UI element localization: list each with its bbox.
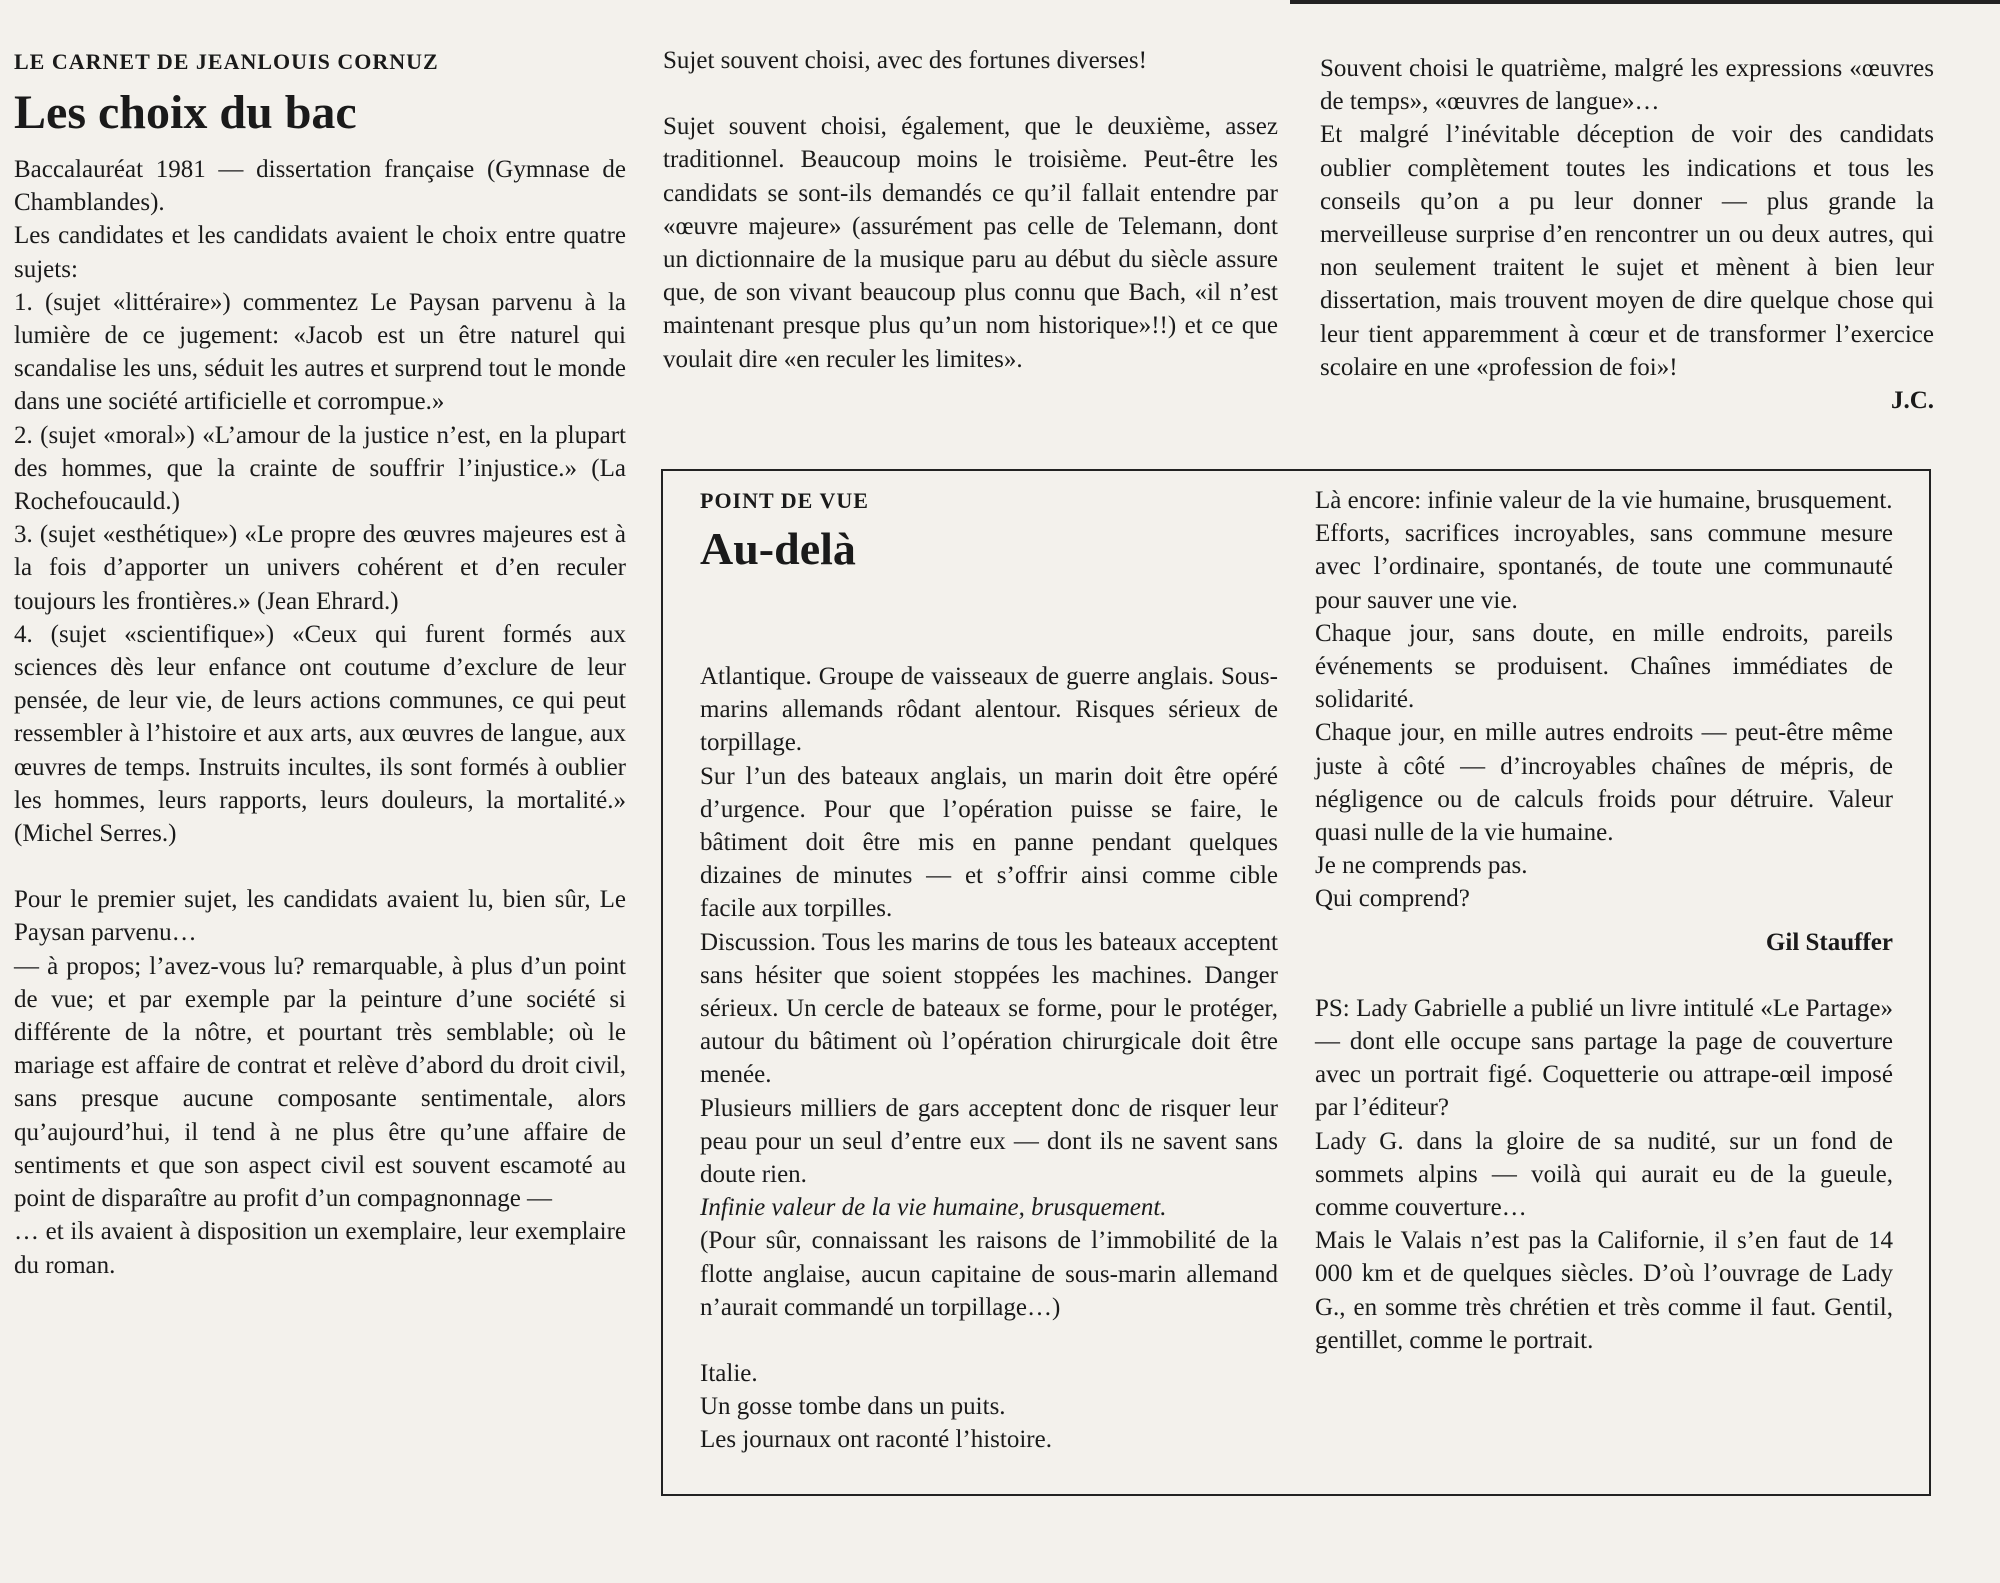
paragraph: PS: Lady Gabrielle a publié un livre intitulé «Le Partage» — dont elle occupe sans partage la page de couverture avec un portrait figé. Coquetterie ou attrape-œil imposé par l’éditeur? <box>1315 994 1893 1122</box>
pdv-title: Au-delà <box>700 523 856 574</box>
paragraph: Les journaux ont raconté l’histoire. <box>700 1426 1052 1454</box>
paragraph: Là encore: infinie valeur de la vie humaine, brusquement. <box>1315 487 1893 514</box>
paragraph: (Pour sûr, connaissant les raisons de l’immobilité de la flotte anglaise, aucun capitaine de sous-marin allemand n’aurait commandé un torpillage…) <box>700 1227 1278 1321</box>
paragraph: Je ne comprends pas. <box>1315 852 1528 880</box>
paragraph: Efforts, sacrifices incroyables, sans commune mesure avec l’ordinaire, spontanés, de toute une communauté pour sauver une vie. <box>1315 520 1893 614</box>
paragraph: Qui comprend? <box>1315 885 1470 913</box>
carnet-title: Les choix du bac <box>14 86 357 139</box>
carnet-signature: J.C. <box>1890 387 1934 415</box>
pdv-signature: Gil Stauffer <box>1765 928 1893 956</box>
paragraph: Et malgré l’inévitable déception de voir des candidats oublier complètement toutes les indications et tous les conseils qu’on a pu leur donner — plus grande la merveilleuse surprise d’en rencontrer un ou deux autres, qui non seulement traitent le sujet et mènent à bien leur dissertation, mais trouvent moyen de dire quelque chose qui leur tient apparemment à cœur et de transformer l’exercice scolaire en une «profession de foi»! <box>1320 121 1934 381</box>
paragraph: Un gosse tombe dans un puits. <box>700 1393 1006 1421</box>
paragraph: 4. (sujet «scientifique») «Ceux qui furent formés aux sciences dès leur enfance ont coutume d’exclure de leur pensée, de leur vie, de leurs actions communes, ce qui peut ressembler à l’histoire et aux arts, aux œuvres de langue, aux œuvres de temps. Instruits incultes, ils sont formés à oublier les hommes, leurs rapports, leurs douleurs, la mortalité.» (Michel Serres.) <box>14 620 626 848</box>
paragraph-italic <box>700 1191 1278 1224</box>
paragraph: 1. (sujet «littéraire») commentez Le Paysan parvenu à la lumière de ce jugement: «Jacob est un être naturel qui scandalise les uns, séduit les autres et surprend tout le monde dans une société artificielle et corrompue.» <box>14 288 626 416</box>
carnet-column-1 <box>14 47 626 1282</box>
paragraph: Italie. <box>700 1360 758 1388</box>
paragraph: Sur l’un des bateaux anglais, un marin doit être opéré d’urgence. Pour que l’opération puisse se faire, le bâtiment doit être mis en panne pendant quelques dizaines de minutes — et s’offrir ainsi comme cible facile aux torpilles. <box>700 762 1278 923</box>
pdv-kicker: POINT DE VUE <box>700 488 869 513</box>
paragraph: Chaque jour, en mille autres endroits — peut-être même juste à côté — d’incroyables chaînes de mépris, de négligence ou de calculs froids pour détruire. Valeur quasi nulle de la vie humaine. <box>1315 719 1893 847</box>
paragraph: Sujet souvent choisi, également, que le deuxième, assez traditionnel. Beaucoup moins le troisième. Peut-être les candidats se sont-ils demandés ce qu’il fallait entendre par «œuvre majeure» (assurément pas celle de Telemann, dont un dictionnaire de la musique paru au début du siècle assure que, de son vivant beaucoup plus connu que Bach, «il n’est maintenant presque plus qu’un nom historique»!!) et ce que voulait dire «en reculer les limites». <box>663 113 1278 373</box>
carnet-kicker: LE CARNET DE JEANLOUIS CORNUZ <box>14 49 439 74</box>
paragraph: Sujet souvent choisi, avec des fortunes diverses! <box>663 47 1147 74</box>
carnet-column-3 <box>1320 52 1934 417</box>
top-rule <box>1290 0 2000 4</box>
carnet-column-2 <box>663 44 1278 376</box>
paragraph: Plusieurs milliers de gars acceptent donc de risquer leur peau pour un seul d’entre eux — dont ils ne savent sans doute rien. <box>700 1094 1278 1189</box>
paragraph: 3. (sujet «esthétique») «Le propre des œuvres majeures est à la fois d’apporter un univers cohérent et d’en reculer toujours les frontières.» (Jean Ehrard.) <box>14 521 626 615</box>
paragraph: 2. (sujet «moral») «L’amour de la justice n’est, en la plupart des hommes, que la crainte de souffrir l’injustice.» (La Rochefoucauld.) <box>14 421 626 516</box>
pdv-column-1 <box>700 486 1278 1457</box>
paragraph: Chaque jour, sans doute, en mille endroits, pareils événements se produisent. Chaînes immédiates de solidarité. <box>1315 619 1893 714</box>
paragraph: Atlantique. Groupe de vaisseaux de guerre anglais. Sous-marins allemands rôdant alentour. Risques sérieux de torpillage. <box>700 663 1278 757</box>
paragraph: Pour le premier sujet, les candidats avaient lu, bien sûr, Le Paysan parvenu… <box>14 886 626 947</box>
paragraph: Baccalauréat 1981 — dissertation française (Gymnase de Chamblandes). <box>14 156 626 217</box>
paragraph: … et ils avaient à disposition un exemplaire, leur exemplaire du roman. <box>14 1218 626 1279</box>
paragraph: Lady G. dans la gloire de sa nudité, sur un fond de sommets alpins — voilà qui aurait eu de la gueule, comme couverture… <box>1315 1127 1893 1222</box>
paragraph: — à propos; l’avez-vous lu? remarquable, à plus d’un point de vue; et par exemple par la peinture d’une société si différente de la nôtre, et pourtant très semblable; où le mariage est affaire de contrat et relève d’abord du droit civil, sans presque aucune composante sentimentale, alors qu’aujourd’hui, il tend à ne plus être qu’une affaire de sentiments et que son aspect civil est souvent escamoté au point de disparaître au profit d’un compagnonnage — <box>14 952 626 1213</box>
paragraph: Les candidates et les candidats avaient le choix entre quatre sujets: <box>14 222 626 283</box>
pdv-column-2 <box>1315 484 1893 1357</box>
paragraph: Discussion. Tous les marins de tous les bateaux acceptent sans hésiter que soient stoppées les machines. Danger sérieux. Un cercle de bateaux se forme, pour le protéger, autour du bâtiment où l’opération chirurgicale doit être menée. <box>700 928 1278 1089</box>
paragraph: Mais le Valais n’est pas la Californie, il s’en faut de 14 000 km et de quelques siècles. D’où l’ouvrage de Lady G., en somme très chrétien et très comme il faut. Gentil, gentillet, comme le portrait. <box>1315 1227 1893 1354</box>
italic-text: Infinie valeur de la vie humaine, brusquement. <box>700 1194 1167 1222</box>
paragraph: Souvent choisi le quatrième, malgré les expressions «œuvres de temps», «œuvres de langue»… <box>1320 55 1934 116</box>
